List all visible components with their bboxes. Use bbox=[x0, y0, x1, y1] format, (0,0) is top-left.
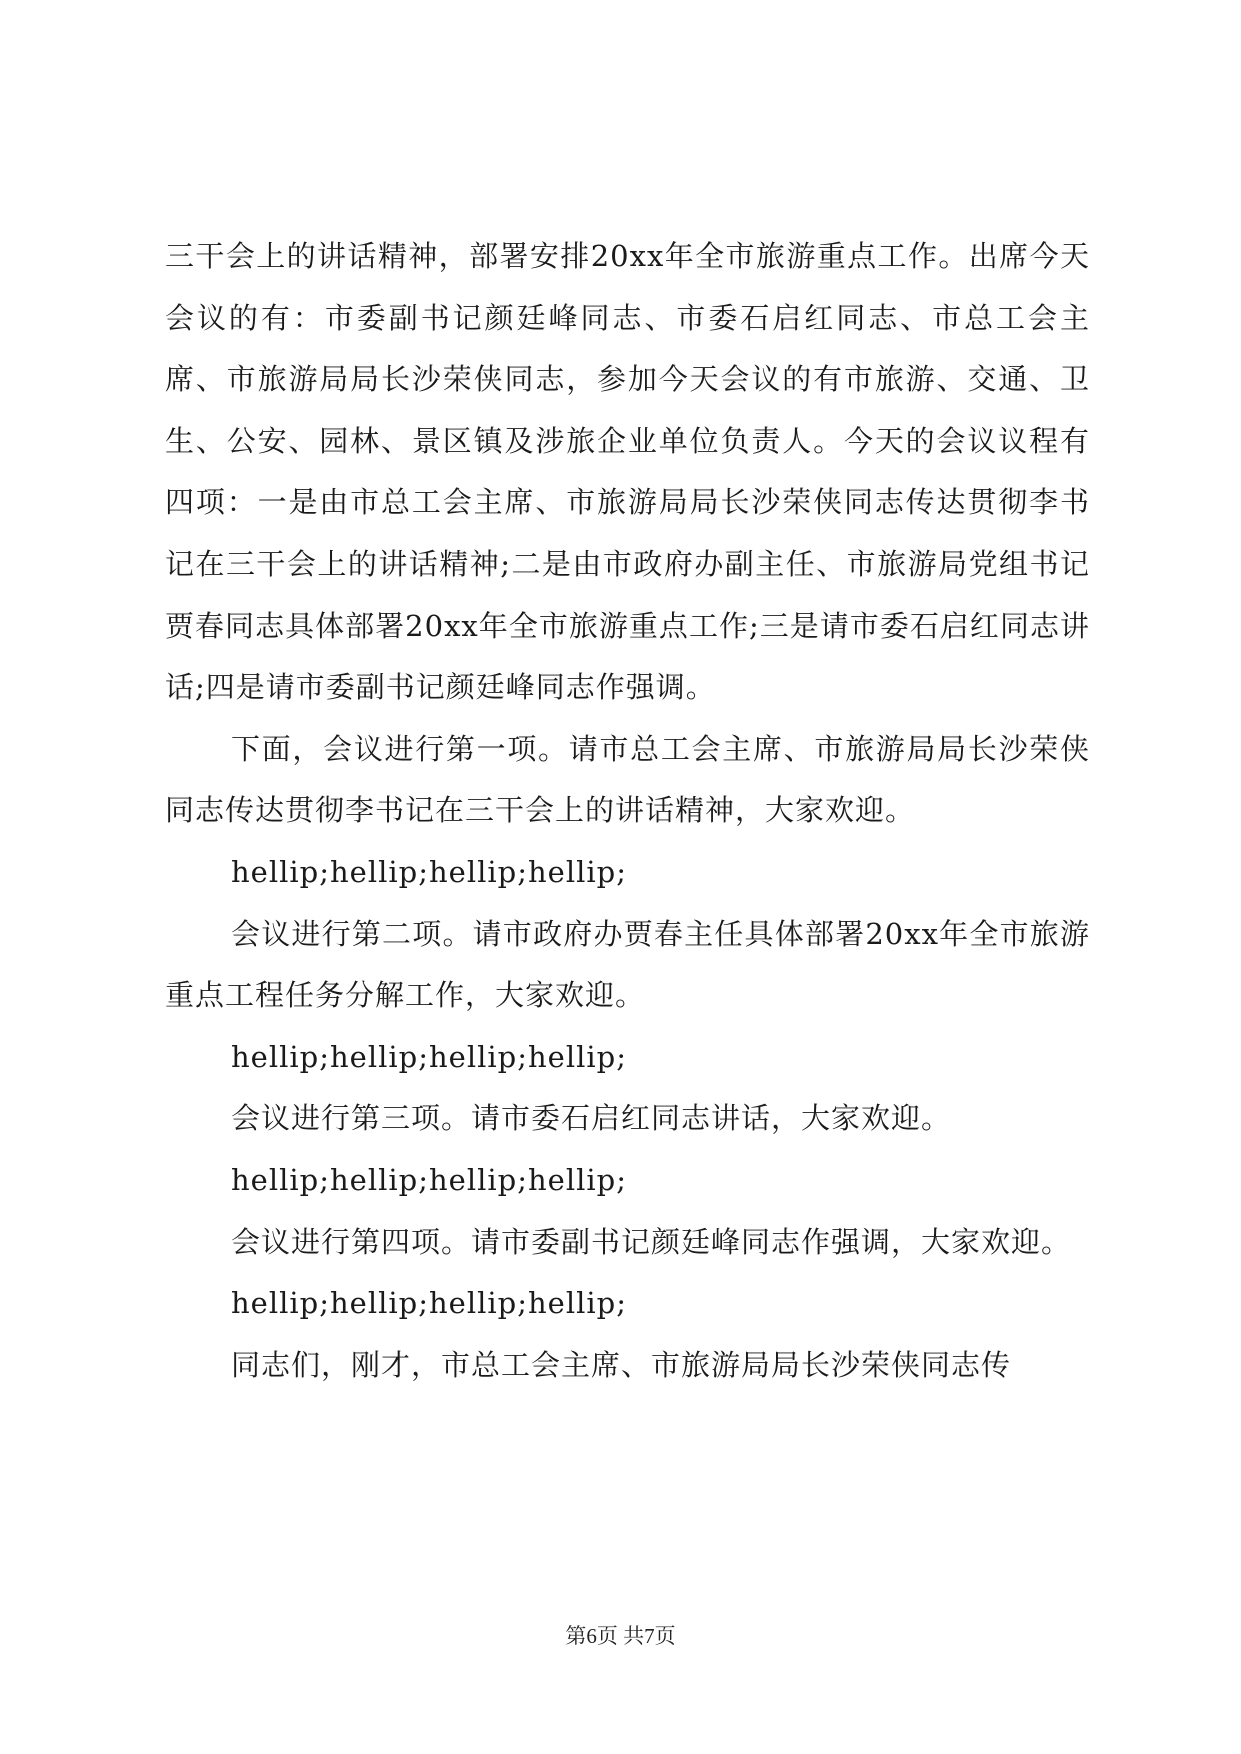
page-footer bbox=[0, 1620, 1241, 1650]
paragraph-2: 下面，会议进行第一项。请市总工会主席、市旅游局局长沙荣侠同志传达贯彻李书记在三干会上的讲话精神，大家欢迎。 bbox=[165, 731, 1090, 828]
paragraph-4: 会议进行第二项。请市政府办贾春主任具体部署20xx年全市旅游重点工程任务分解工作，大家欢迎。 bbox=[165, 916, 1090, 1013]
paragraph-10: 同志们，刚才，市总工会主席、市旅游局局长沙荣侠同志传 bbox=[231, 1347, 1012, 1382]
paragraph-7: hellip;hellip;hellip;hellip; bbox=[231, 1162, 627, 1197]
paragraph-8: 会议进行第四项。请市委副书记颜廷峰同志作强调，大家欢迎。 bbox=[231, 1224, 1072, 1259]
body-text bbox=[165, 226, 1090, 1396]
page-number-label: 第6页 共7页 bbox=[565, 1624, 676, 1648]
paragraph-1: 三干会上的讲话精神，部署安排20xx年全市旅游重点工作。出席今天会议的有：市委副书记颜廷峰同志、市委石启红同志、市总工会主席、市旅游局局长沙荣侠同志，参加今天会议的有市旅游、交通、卫生、公安、园林、景区镇及涉旅企业单位负责人。今天的会议议程有四项：一是由市总工会主席、市旅游局局长沙荣侠同志传达贯彻李书记在三干会上的讲话精神;二是由市政府办副主任、市旅游局党组书记贾春同志具体部署20xx年全市旅游重点工作;三是请市委石启红同志讲话;四是请市委副书记颜廷峰同志作强调。 bbox=[165, 239, 1090, 705]
paragraph-6: 会议进行第三项。请市委石启红同志讲话，大家欢迎。 bbox=[231, 1101, 952, 1136]
paragraph-9: hellip;hellip;hellip;hellip; bbox=[231, 1286, 627, 1321]
paragraph-3: hellip;hellip;hellip;hellip; bbox=[231, 854, 627, 889]
paragraph-5: hellip;hellip;hellip;hellip; bbox=[231, 1039, 627, 1074]
